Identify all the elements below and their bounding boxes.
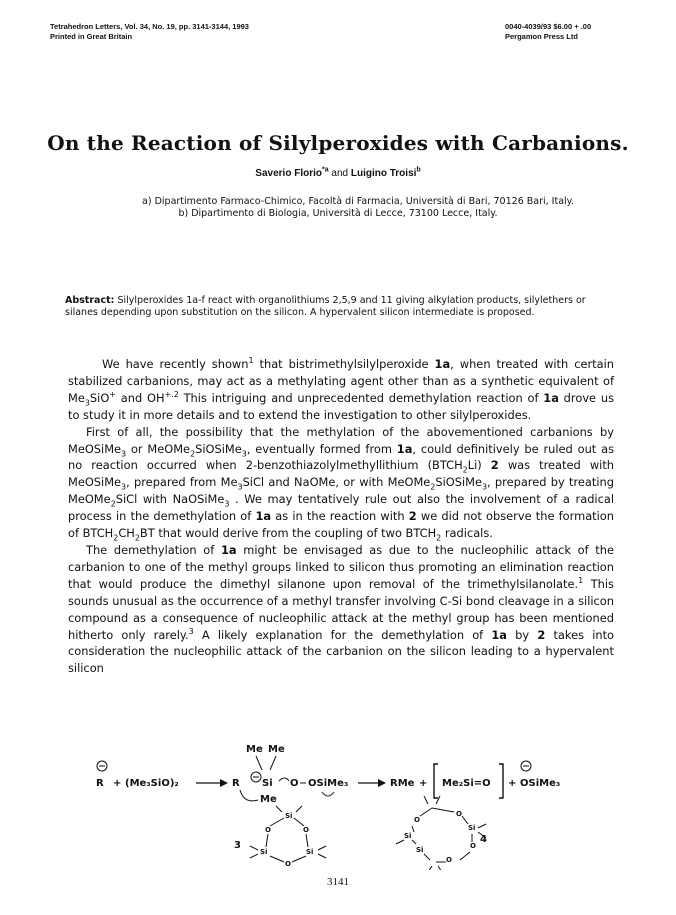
svg-text:O: O xyxy=(265,826,271,834)
compound-3-label: 3 xyxy=(234,840,241,851)
scheme-reagent: (Me₃SiO)₂ xyxy=(125,778,179,789)
compound-3-ring xyxy=(260,812,313,868)
author-line xyxy=(0,168,676,179)
paragraph-3: The demethylation of 1a might be envisaged as due to the nucleophilic attack of the carbanion to one of the methyl groups linked to silicon thus promoting an elimination reaction that would produce the dimethyl silanone upon removal of the trimethylsilanolate.$^1$ This sounds unusual as the occurrence of a methyl transfer involving C-Si bond cleavage in a silicon compound as a consequence of nucleophilic attack at the methyl group has been mentioned hitherto only rarely.$^3$ A likely explanation for the demethylation of 1a by 2 takes into consideration the nucleophilic attack of the carbanion on the silicon leading to a hypervalent silicon xyxy=(68,542,615,676)
svg-text:O: O xyxy=(285,860,291,868)
abstract-label: Abstract: xyxy=(65,295,115,306)
page-number: 3141 xyxy=(327,876,349,888)
abstract xyxy=(65,295,615,320)
journal-line-2: Printed in Great Britain xyxy=(50,32,133,41)
svg-text:O: O xyxy=(470,842,476,850)
svg-text:O: O xyxy=(446,856,452,864)
author-2-mark: b xyxy=(416,166,421,174)
journal-line-1: Tetrahedron Letters, Vol. 34, No. 19, pp. 3141-3144, 1993 xyxy=(50,22,249,31)
issn-block xyxy=(505,22,591,42)
scheme-r-2: R xyxy=(232,778,240,789)
scheme-plus-3: + xyxy=(508,778,517,789)
scheme-rme: RMe xyxy=(390,778,415,789)
paper-title: On the Reaction of Silylperoxides with Carbanions. xyxy=(47,131,629,155)
paragraph-2: First of all, the possibility that the methylation of the abovementioned carbanions by MeOSiMe$_3$ or MeOMe$_2$SiOSiMe$_3$, eventually formed from 1a, could definitively be ruled out as no reaction occurred when 2-benzothiazolylmethyllithium $(BTCH_2Li)$ 2 was treated with MeOSiMe$_3$, prepared from $Me_3SiCl$ and NaOMe, or with MeOMe$_2$SiOSiMe$_3$, prepared by treating MeOMe$_2$SiCl with NaOSiMe$_3$ . We may tentatively rule out also the involvement of a radical process in the demethylation of 1a as in the reaction with 2 we did not observe the formation of $BTCH_2CH_2BT$ that would derive from the coupling of two $BTCH_2$ radicals. xyxy=(68,424,615,543)
issn-line: 0040-4039/93 $6.00 + .00 xyxy=(505,22,592,31)
scheme-me-top-1: Me xyxy=(246,744,263,755)
svg-text:O: O xyxy=(414,816,420,824)
paragraph-1: We have recently shown$^1$ that bistrimethylsilylperoxide 1a, when treated with certain stabilized carbanions, may act as a methylating agent other than as a synthetic equivalent of $Me_3SiO^+$ and $OH^{+.2}$ This intriguing and unprecedented demethylation reaction of 1a drove us to study it in more details and to extend the investigation to other silylperoxides. xyxy=(68,356,615,422)
svg-text:Si: Si xyxy=(404,832,412,840)
svg-text:Si: Si xyxy=(260,848,268,856)
scheme-me-bottom: Me xyxy=(260,794,277,805)
scheme-me-top-2: Me xyxy=(268,744,285,755)
scheme-silanone: Me₂Si=O xyxy=(442,778,491,789)
svg-text:Si: Si xyxy=(285,812,293,820)
scheme-si: Si xyxy=(262,778,273,789)
affiliation-a: a) Dipartimento Farmaco-Chimico, Facoltà di Farmacia, Università di Bari, 70126 Bari, Italy. xyxy=(142,196,574,207)
svg-text:Si: Si xyxy=(306,848,314,856)
author-1-mark: *a xyxy=(321,166,329,174)
svg-text:Si: Si xyxy=(416,846,424,854)
author-1: Saverio Florio xyxy=(255,168,322,179)
scheme-r: R xyxy=(96,778,104,789)
body-text xyxy=(68,356,614,677)
publisher-line: Pergamon Press Ltd xyxy=(505,32,578,41)
svg-text:O: O xyxy=(303,826,309,834)
affiliation-b: b) Dipartimento di Biologia, Università di Lecce, 73100 Lecce, Italy. xyxy=(178,208,498,219)
author-2: Luigino Troisi xyxy=(350,168,417,179)
journal-citation xyxy=(50,22,249,42)
arrow-icon xyxy=(220,779,228,787)
reaction-scheme xyxy=(0,730,676,870)
scheme-plus-1: + xyxy=(113,778,122,789)
svg-text:O: O xyxy=(456,810,462,818)
scheme-plus-2: + xyxy=(419,778,428,789)
authors-and: and xyxy=(331,168,349,179)
scheme-o: O xyxy=(290,778,299,789)
abstract-text: Silylperoxides 1a-f react with organolithiums 2,5,9 and 11 giving alkylation products, silylethers or silanes depending upon substitution on the silicon. A hypervalent silicon intermediate is proposed. xyxy=(65,295,586,319)
svg-text:Si: Si xyxy=(468,824,476,832)
compound-4-label: 4 xyxy=(480,834,487,845)
scheme-product-anion: OSiMe₃ xyxy=(520,778,561,789)
scheme-osime3: OSiMe₃ xyxy=(308,778,349,789)
